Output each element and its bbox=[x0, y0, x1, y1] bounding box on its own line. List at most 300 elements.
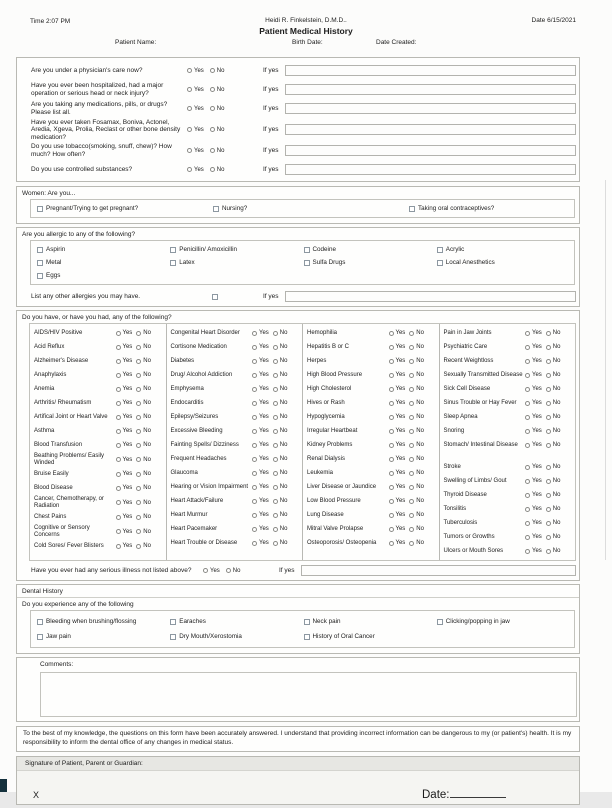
condition-row bbox=[307, 466, 437, 480]
yes-radio[interactable] bbox=[116, 442, 133, 448]
allergy-option[interactable] bbox=[304, 256, 437, 269]
no-radio-label: No bbox=[143, 442, 151, 449]
allergy-section-header: Are you allergic to any of the following? bbox=[22, 231, 136, 239]
no-radio[interactable] bbox=[546, 506, 561, 512]
if-yes-label: If yes bbox=[279, 567, 295, 575]
no-radio[interactable] bbox=[409, 456, 424, 462]
yes-radio[interactable] bbox=[187, 87, 204, 93]
no-radio-label: No bbox=[279, 470, 288, 477]
yes-radio[interactable] bbox=[116, 428, 133, 434]
yes-no-radio-group bbox=[525, 492, 573, 498]
yes-radio[interactable] bbox=[525, 506, 542, 512]
no-radio[interactable] bbox=[273, 498, 288, 504]
yes-radio[interactable] bbox=[389, 470, 406, 476]
radio-circle-icon bbox=[389, 471, 394, 476]
no-radio[interactable] bbox=[409, 414, 424, 420]
no-radio[interactable] bbox=[273, 428, 288, 434]
yes-radio[interactable] bbox=[203, 568, 220, 574]
no-radio[interactable] bbox=[210, 148, 225, 154]
radio-circle-icon bbox=[409, 485, 414, 490]
no-radio[interactable] bbox=[409, 428, 424, 434]
yes-radio[interactable] bbox=[525, 372, 542, 378]
yes-radio[interactable] bbox=[389, 498, 406, 504]
no-radio[interactable] bbox=[546, 386, 561, 392]
dental-option[interactable] bbox=[37, 629, 170, 644]
yes-no-radio-group bbox=[116, 514, 164, 520]
no-radio[interactable] bbox=[546, 428, 561, 434]
if-yes-input[interactable] bbox=[285, 124, 576, 135]
radio-circle-icon bbox=[389, 331, 394, 336]
no-radio[interactable] bbox=[136, 358, 151, 364]
no-radio[interactable] bbox=[273, 540, 288, 546]
no-radio[interactable] bbox=[136, 414, 151, 420]
yes-radio[interactable] bbox=[187, 106, 204, 112]
checkbox-icon[interactable] bbox=[304, 247, 310, 253]
no-radio[interactable] bbox=[273, 512, 288, 518]
yes-radio[interactable] bbox=[252, 330, 269, 336]
allergy-option[interactable] bbox=[304, 243, 437, 256]
yes-radio-label: Yes bbox=[532, 492, 542, 499]
women-option[interactable] bbox=[213, 202, 409, 215]
no-radio[interactable] bbox=[136, 442, 151, 448]
no-radio[interactable] bbox=[409, 400, 424, 406]
radio-circle-icon bbox=[525, 415, 530, 420]
yes-radio[interactable] bbox=[187, 68, 204, 74]
checkbox-icon[interactable] bbox=[170, 247, 176, 253]
radio-circle-icon bbox=[116, 415, 121, 420]
no-radio-label: No bbox=[232, 567, 241, 574]
yes-radio-label: Yes bbox=[259, 512, 269, 519]
allergy-option-label: Local Anesthetics bbox=[445, 259, 495, 267]
dental-option-label: Dry Mouth/Xerostomia bbox=[179, 633, 242, 641]
no-radio[interactable] bbox=[546, 548, 561, 554]
condition-row bbox=[34, 368, 164, 382]
no-radio[interactable] bbox=[409, 344, 424, 350]
dental-option[interactable] bbox=[304, 629, 437, 644]
yes-radio[interactable] bbox=[116, 372, 133, 378]
yes-radio-label: Yes bbox=[259, 540, 269, 547]
condition-label: Anemia bbox=[34, 385, 55, 392]
no-radio[interactable] bbox=[546, 492, 561, 498]
yes-radio[interactable] bbox=[389, 386, 406, 392]
no-radio[interactable] bbox=[409, 358, 424, 364]
condition-row bbox=[171, 466, 301, 480]
radio-circle-icon bbox=[546, 401, 551, 406]
yes-radio[interactable] bbox=[252, 442, 269, 448]
signature-section bbox=[16, 756, 580, 805]
women-option[interactable] bbox=[37, 202, 213, 215]
radio-circle-icon bbox=[136, 500, 141, 505]
no-radio-label: No bbox=[552, 330, 561, 337]
yes-no-radio-group bbox=[252, 358, 300, 364]
yes-no-radio-group bbox=[525, 506, 573, 512]
condition-row bbox=[444, 340, 574, 354]
dental-option[interactable] bbox=[437, 614, 570, 629]
no-radio[interactable] bbox=[136, 372, 151, 378]
yes-radio-label: Yes bbox=[259, 344, 269, 351]
yes-no-radio-group bbox=[389, 400, 437, 406]
radio-circle-icon bbox=[389, 541, 394, 546]
no-radio[interactable] bbox=[409, 442, 424, 448]
no-radio[interactable] bbox=[546, 464, 561, 470]
yes-radio[interactable] bbox=[187, 167, 204, 173]
if-yes-input[interactable] bbox=[285, 164, 576, 175]
checkbox-icon[interactable] bbox=[304, 260, 310, 266]
radio-circle-icon bbox=[546, 387, 551, 392]
yes-radio[interactable] bbox=[389, 540, 406, 546]
yes-radio[interactable] bbox=[389, 330, 406, 336]
checkbox-icon[interactable] bbox=[170, 260, 176, 266]
yes-radio[interactable] bbox=[116, 330, 133, 336]
yes-radio[interactable] bbox=[252, 470, 269, 476]
checkbox-icon[interactable] bbox=[37, 273, 43, 279]
no-radio-label: No bbox=[552, 428, 561, 435]
yes-radio[interactable] bbox=[525, 344, 542, 350]
radio-circle-icon bbox=[546, 359, 551, 364]
no-radio[interactable] bbox=[409, 386, 424, 392]
yes-radio[interactable] bbox=[252, 428, 269, 434]
no-radio[interactable] bbox=[136, 330, 151, 336]
allergy-option-label: Acrylic bbox=[445, 246, 465, 254]
no-radio[interactable] bbox=[226, 568, 241, 574]
consent-section bbox=[16, 726, 580, 752]
yes-radio[interactable] bbox=[389, 442, 406, 448]
no-radio[interactable] bbox=[546, 344, 561, 350]
women-options bbox=[30, 199, 575, 218]
no-radio-label: No bbox=[416, 498, 424, 505]
yes-radio[interactable] bbox=[252, 526, 269, 532]
radio-circle-icon bbox=[252, 485, 257, 490]
condition-label: Congenital Heart Disorder bbox=[170, 329, 240, 336]
page-title: Patient Medical History bbox=[259, 26, 353, 36]
radio-circle-icon bbox=[187, 167, 192, 172]
yes-radio[interactable] bbox=[389, 456, 406, 462]
allergy-option[interactable] bbox=[37, 256, 170, 269]
signature-area[interactable] bbox=[17, 771, 579, 804]
yes-radio[interactable] bbox=[525, 534, 542, 540]
condition-label: Sick Cell Disease bbox=[443, 385, 491, 392]
yes-radio[interactable] bbox=[389, 344, 406, 350]
no-radio[interactable] bbox=[546, 400, 561, 406]
yes-radio[interactable] bbox=[252, 512, 269, 518]
no-radio-label: No bbox=[552, 372, 561, 379]
radio-circle-icon bbox=[409, 415, 414, 420]
no-radio[interactable] bbox=[546, 478, 561, 484]
yes-radio[interactable] bbox=[252, 372, 269, 378]
general-questions-section bbox=[16, 57, 580, 182]
yes-radio[interactable] bbox=[525, 414, 542, 420]
yes-radio[interactable] bbox=[252, 484, 269, 490]
no-radio-label: No bbox=[216, 147, 225, 154]
condition-label: Pain in Jaw Joints bbox=[443, 329, 492, 336]
no-radio[interactable] bbox=[409, 470, 424, 476]
yes-radio-label: Yes bbox=[194, 67, 204, 74]
dental-options bbox=[30, 610, 575, 648]
no-radio[interactable] bbox=[273, 442, 288, 448]
checkbox-icon[interactable] bbox=[37, 260, 43, 266]
yes-radio[interactable] bbox=[116, 400, 133, 406]
yes-radio-label: Yes bbox=[532, 414, 542, 421]
radio-circle-icon bbox=[273, 471, 278, 476]
checkbox-icon[interactable] bbox=[37, 206, 43, 212]
checkbox-icon[interactable] bbox=[437, 260, 443, 266]
no-radio[interactable] bbox=[273, 372, 288, 378]
checkbox-icon[interactable] bbox=[37, 619, 43, 625]
yes-radio-label: Yes bbox=[259, 456, 269, 463]
no-radio[interactable] bbox=[210, 87, 225, 93]
yes-radio[interactable] bbox=[116, 485, 133, 491]
allergy-option[interactable] bbox=[37, 243, 170, 256]
radio-circle-icon bbox=[389, 373, 394, 378]
no-radio[interactable] bbox=[273, 344, 288, 350]
other-allergies-input[interactable] bbox=[285, 291, 576, 302]
yes-radio[interactable] bbox=[116, 529, 133, 535]
yes-radio[interactable] bbox=[389, 372, 406, 378]
no-radio-label: No bbox=[279, 358, 288, 365]
checkbox-icon[interactable] bbox=[304, 619, 310, 625]
condition-row bbox=[307, 368, 437, 382]
no-radio[interactable] bbox=[136, 386, 151, 392]
no-radio[interactable] bbox=[136, 514, 151, 520]
checkbox-icon[interactable] bbox=[409, 206, 415, 212]
no-radio[interactable] bbox=[273, 414, 288, 420]
no-radio[interactable] bbox=[546, 414, 561, 420]
no-radio[interactable] bbox=[273, 456, 288, 462]
no-radio[interactable] bbox=[136, 457, 151, 463]
dental-option-label: Clicking/popping in jaw bbox=[445, 618, 510, 626]
no-radio[interactable] bbox=[273, 358, 288, 364]
no-radio-label: No bbox=[552, 534, 561, 541]
if-yes-input[interactable] bbox=[285, 65, 576, 76]
dental-option[interactable] bbox=[304, 614, 437, 629]
radio-circle-icon bbox=[136, 387, 141, 392]
yes-radio-label: Yes bbox=[532, 400, 542, 407]
yes-radio[interactable] bbox=[389, 526, 406, 532]
checkbox-icon[interactable] bbox=[304, 634, 310, 640]
no-radio[interactable] bbox=[273, 400, 288, 406]
yes-radio[interactable] bbox=[525, 464, 542, 470]
yes-no-radio-group bbox=[389, 484, 437, 490]
radio-circle-icon bbox=[389, 513, 394, 518]
condition-row bbox=[444, 382, 574, 396]
yes-radio-label: Yes bbox=[122, 386, 133, 393]
dental-option[interactable] bbox=[170, 629, 303, 644]
yes-radio[interactable] bbox=[187, 148, 204, 154]
yes-radio-label: Yes bbox=[532, 520, 542, 527]
radio-circle-icon bbox=[409, 541, 414, 546]
time-label: Time 2:07 PM bbox=[30, 18, 71, 25]
yes-radio[interactable] bbox=[116, 386, 133, 392]
radio-circle-icon bbox=[187, 87, 192, 92]
no-radio[interactable] bbox=[273, 470, 288, 476]
no-radio[interactable] bbox=[546, 358, 561, 364]
no-radio[interactable] bbox=[136, 500, 151, 506]
radio-circle-icon bbox=[136, 415, 141, 420]
radio-circle-icon bbox=[409, 513, 414, 518]
no-radio[interactable] bbox=[273, 526, 288, 532]
no-radio[interactable] bbox=[409, 512, 424, 518]
if-yes-input[interactable] bbox=[285, 84, 576, 95]
radio-circle-icon bbox=[187, 127, 192, 132]
yes-radio[interactable] bbox=[252, 400, 269, 406]
no-radio[interactable] bbox=[546, 534, 561, 540]
question-row bbox=[17, 141, 579, 160]
yes-no-radio-group bbox=[252, 484, 300, 490]
serious-illness-input[interactable] bbox=[301, 565, 576, 576]
yes-radio[interactable] bbox=[525, 386, 542, 392]
radio-circle-icon bbox=[210, 148, 215, 153]
if-yes-input[interactable] bbox=[285, 145, 576, 156]
no-radio-label: No bbox=[552, 464, 561, 471]
no-radio[interactable] bbox=[210, 106, 225, 112]
yes-radio[interactable] bbox=[389, 414, 406, 420]
radio-circle-icon bbox=[116, 500, 121, 505]
comments-input[interactable] bbox=[40, 672, 577, 717]
women-option-label: Taking oral contraceptives? bbox=[418, 205, 495, 213]
yes-radio[interactable] bbox=[525, 428, 542, 434]
yes-radio[interactable] bbox=[252, 540, 269, 546]
checkbox-icon[interactable] bbox=[37, 634, 43, 640]
no-radio[interactable] bbox=[273, 330, 288, 336]
allergy-option[interactable] bbox=[437, 256, 570, 269]
dental-option[interactable] bbox=[37, 614, 170, 629]
allergy-option-label: Aspirin bbox=[46, 246, 66, 254]
dental-option[interactable] bbox=[170, 614, 303, 629]
yes-no-radio-group bbox=[525, 372, 573, 378]
yes-radio[interactable] bbox=[525, 478, 542, 484]
no-radio[interactable] bbox=[273, 386, 288, 392]
yes-radio[interactable] bbox=[525, 520, 542, 526]
yes-radio[interactable] bbox=[525, 442, 542, 448]
no-radio[interactable] bbox=[409, 484, 424, 490]
no-radio[interactable] bbox=[210, 127, 225, 133]
women-option-label: Pregnant/Trying to get pregnant? bbox=[46, 205, 139, 213]
yes-no-radio-group bbox=[252, 526, 300, 532]
yes-radio[interactable] bbox=[116, 344, 133, 350]
yes-radio[interactable] bbox=[116, 358, 133, 364]
yes-no-radio-group bbox=[389, 414, 437, 420]
yes-no-radio-group bbox=[116, 330, 164, 336]
no-radio-label: No bbox=[279, 414, 288, 421]
allergy-option[interactable] bbox=[170, 243, 303, 256]
allergy-option[interactable] bbox=[170, 256, 303, 269]
yes-radio[interactable] bbox=[252, 498, 269, 504]
yes-radio[interactable] bbox=[525, 548, 542, 554]
yes-no-radio-group bbox=[389, 540, 437, 546]
radio-circle-icon bbox=[409, 331, 414, 336]
checkbox-icon[interactable] bbox=[170, 634, 176, 640]
yes-no-radio-group bbox=[116, 442, 164, 448]
yes-radio-label: Yes bbox=[122, 528, 133, 535]
if-yes-input[interactable] bbox=[285, 103, 576, 114]
no-radio[interactable] bbox=[136, 400, 151, 406]
checkbox-icon[interactable] bbox=[437, 247, 443, 253]
yes-no-radio-group bbox=[389, 344, 437, 350]
yes-radio[interactable] bbox=[116, 500, 133, 506]
yes-radio[interactable] bbox=[389, 428, 406, 434]
no-radio[interactable] bbox=[409, 330, 424, 336]
no-radio-label: No bbox=[279, 330, 288, 337]
no-radio[interactable] bbox=[210, 167, 225, 173]
yes-radio[interactable] bbox=[252, 414, 269, 420]
checkbox-icon[interactable] bbox=[212, 294, 218, 300]
yes-radio-label: Yes bbox=[395, 386, 406, 393]
no-radio[interactable] bbox=[136, 471, 151, 477]
medical-column-4 bbox=[440, 324, 576, 560]
no-radio[interactable] bbox=[546, 520, 561, 526]
no-radio[interactable] bbox=[210, 68, 225, 74]
no-radio[interactable] bbox=[546, 442, 561, 448]
checkbox-icon[interactable] bbox=[170, 619, 176, 625]
yes-radio[interactable] bbox=[525, 492, 542, 498]
no-radio[interactable] bbox=[546, 372, 561, 378]
no-radio[interactable] bbox=[546, 330, 561, 336]
no-radio[interactable] bbox=[136, 529, 151, 535]
condition-label: Cancer, Chemotherapy, or Radiation bbox=[34, 495, 104, 509]
allergy-option[interactable] bbox=[437, 243, 570, 256]
checkbox-icon[interactable] bbox=[37, 247, 43, 253]
no-radio[interactable] bbox=[136, 428, 151, 434]
checkbox-icon[interactable] bbox=[437, 619, 443, 625]
radio-circle-icon bbox=[525, 401, 530, 406]
yes-radio-label: Yes bbox=[532, 534, 542, 541]
yes-radio[interactable] bbox=[525, 358, 542, 364]
date-line[interactable] bbox=[450, 789, 506, 798]
yes-radio[interactable] bbox=[187, 127, 204, 133]
no-radio[interactable] bbox=[136, 344, 151, 350]
yes-radio[interactable] bbox=[525, 400, 542, 406]
yes-radio[interactable] bbox=[116, 414, 133, 420]
yes-radio[interactable] bbox=[525, 330, 542, 336]
yes-radio[interactable] bbox=[252, 358, 269, 364]
women-option[interactable] bbox=[409, 202, 570, 215]
yes-radio-label: Yes bbox=[532, 358, 542, 365]
radio-circle-icon bbox=[409, 345, 414, 350]
yes-radio[interactable] bbox=[116, 457, 133, 463]
yes-radio[interactable] bbox=[389, 484, 406, 490]
condition-row bbox=[34, 340, 164, 354]
yes-radio[interactable] bbox=[116, 471, 133, 477]
no-radio[interactable] bbox=[136, 485, 151, 491]
yes-radio[interactable] bbox=[389, 400, 406, 406]
yes-radio[interactable] bbox=[116, 514, 133, 520]
if-yes-label: If yes bbox=[263, 293, 279, 301]
yes-radio[interactable] bbox=[389, 512, 406, 518]
no-radio[interactable] bbox=[409, 498, 424, 504]
yes-radio[interactable] bbox=[389, 358, 406, 364]
no-radio-label: No bbox=[143, 428, 151, 435]
radio-circle-icon bbox=[409, 443, 414, 448]
no-radio[interactable] bbox=[409, 540, 424, 546]
yes-radio[interactable] bbox=[252, 456, 269, 462]
radio-circle-icon bbox=[525, 387, 530, 392]
checkbox-icon[interactable] bbox=[213, 206, 219, 212]
condition-row bbox=[171, 522, 301, 536]
yes-radio[interactable] bbox=[116, 543, 133, 549]
no-radio[interactable] bbox=[273, 484, 288, 490]
radio-circle-icon bbox=[252, 373, 257, 378]
allergy-option[interactable] bbox=[37, 269, 170, 282]
no-radio[interactable] bbox=[409, 526, 424, 532]
radio-circle-icon bbox=[187, 148, 192, 153]
yes-radio[interactable] bbox=[252, 386, 269, 392]
no-radio[interactable] bbox=[409, 372, 424, 378]
yes-radio[interactable] bbox=[252, 344, 269, 350]
condition-label: Bruise Easily bbox=[34, 470, 69, 477]
condition-row bbox=[307, 424, 437, 438]
yes-radio-label: Yes bbox=[395, 512, 406, 519]
no-radio[interactable] bbox=[136, 543, 151, 549]
